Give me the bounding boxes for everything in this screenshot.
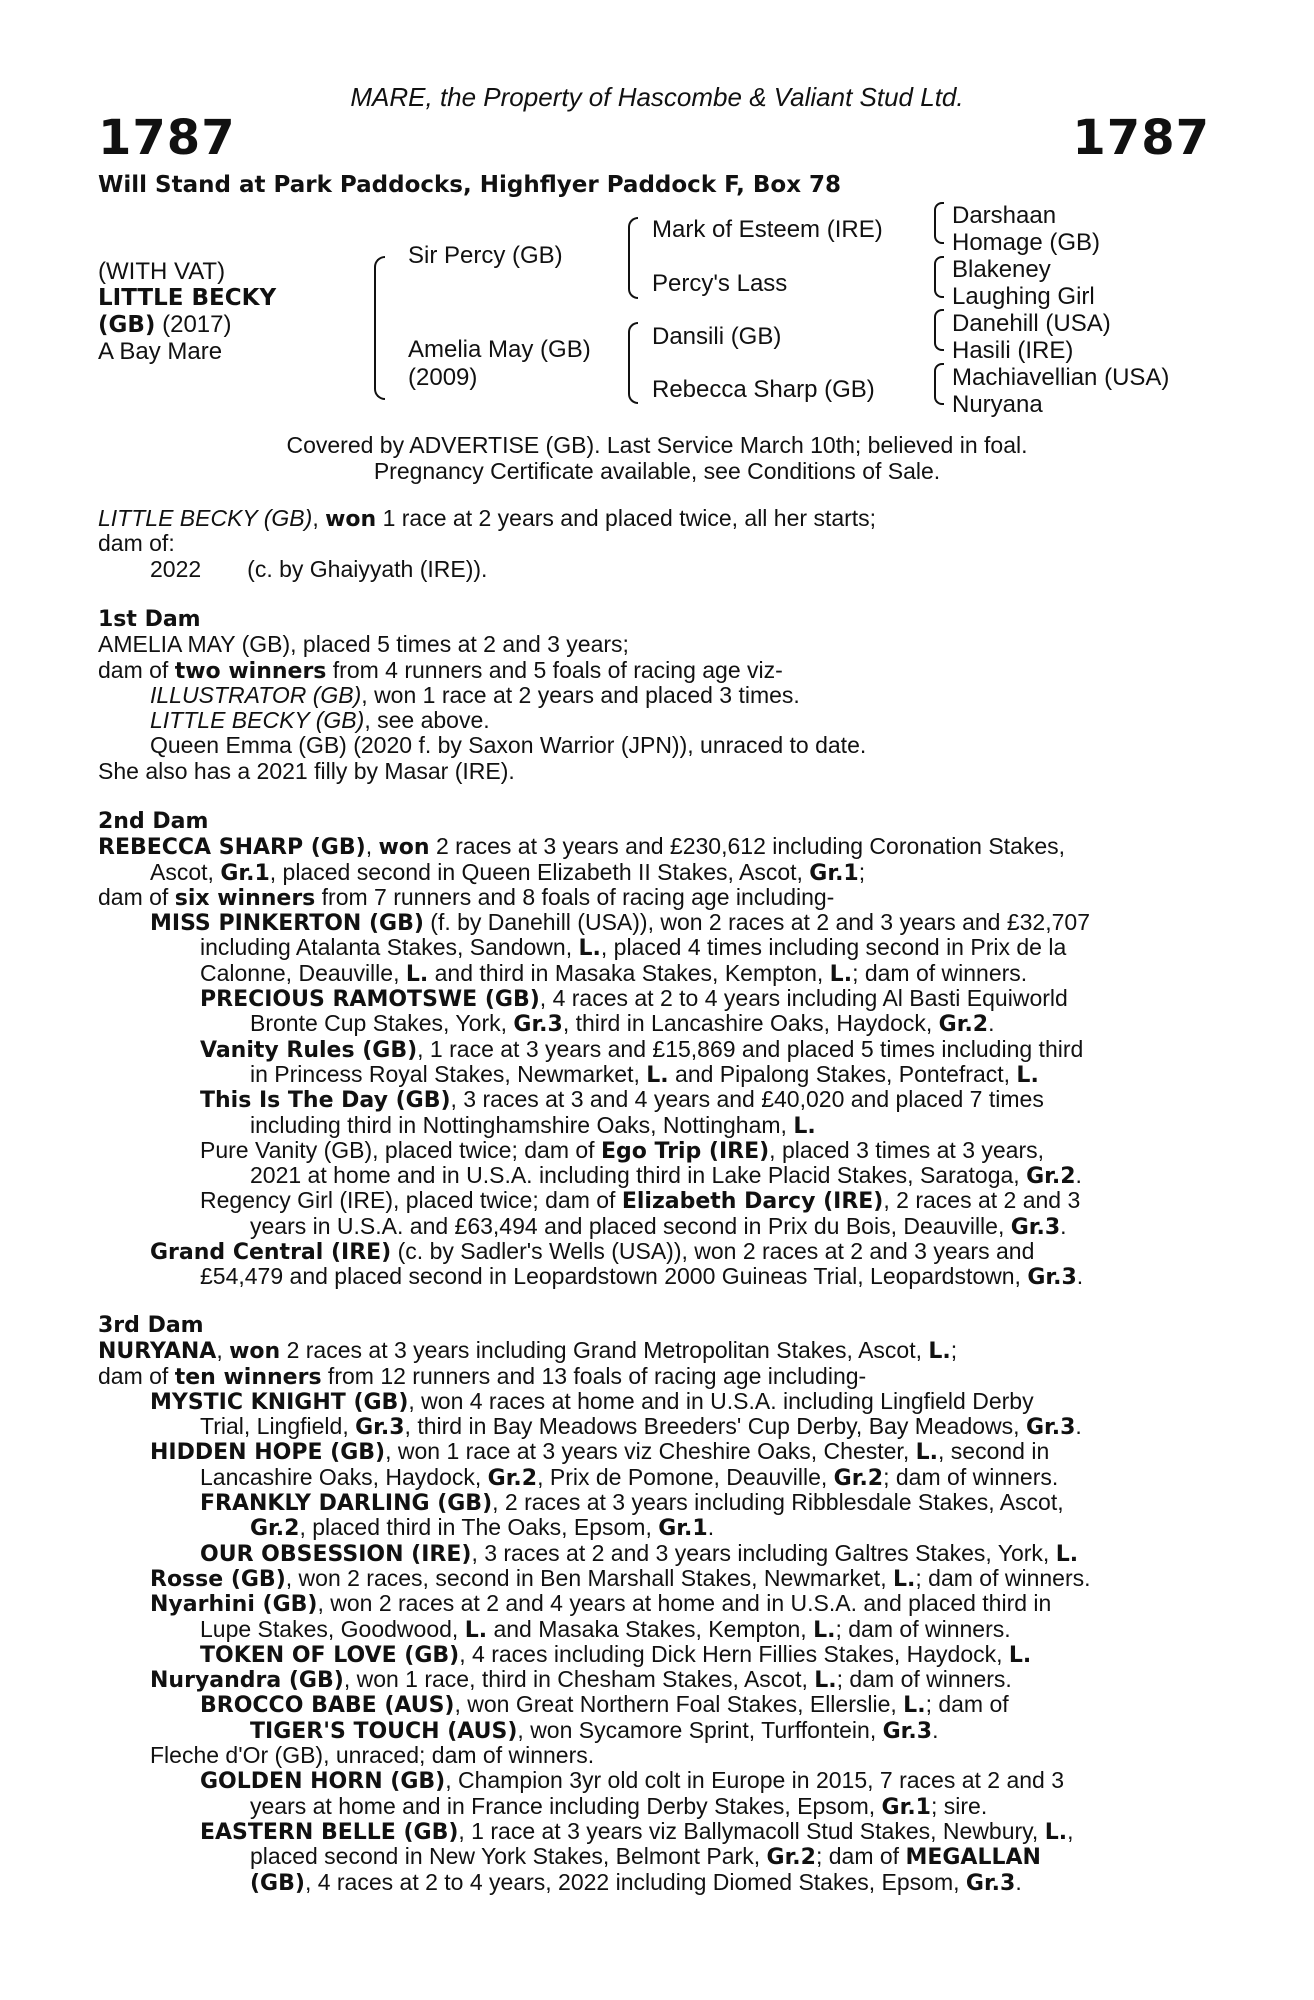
third-dam-line: TIGER'S TOUCH (AUS), won Sycamore Sprint, Turffontein, Gr.3. <box>250 1716 939 1744</box>
third-dam-line: NURYANA, won 2 races at 3 years including Grand Metropolitan Stakes, Ascot, L.; <box>98 1337 958 1365</box>
third-dam-line: years at home and in France including Derby Stakes, Epsom, Gr.1; sire. <box>250 1792 988 1820</box>
pedigree-g3-4: Laughing Girl <box>952 283 1095 310</box>
horse-suffix: (GB) <box>98 312 156 338</box>
second-dam-line: Pure Vanity (GB), placed twice; dam of Ego Trip (IRE), placed 3 times at 3 years, <box>200 1136 1045 1164</box>
second-dam-line: including third in Nottinghamshire Oaks, Nottingham, L. <box>250 1111 816 1139</box>
first-dam-heading: 1st Dam <box>98 607 201 632</box>
second-dam-line: in Princess Royal Stakes, Newmarket, L. and Pipalong Stakes, Pontefract, L. <box>250 1060 1039 1088</box>
third-dam-line: HIDDEN HOPE (GB), won 1 race at 3 years viz Cheshire Oaks, Chester, L., second in <box>150 1438 1050 1466</box>
third-dam-line: (GB), 4 races at 2 to 4 years, 2022 including Diomed Stakes, Epsom, Gr.3. <box>250 1868 1022 1896</box>
third-dam-line: Gr.2, placed third in The Oaks, Epsom, Gr.1. <box>250 1514 715 1542</box>
second-dam-line: PRECIOUS RAMOTSWE (GB), 4 races at 2 to 4 years including Al Basti Equiworld <box>200 985 1068 1013</box>
pedigree-g3-5: Danehill (USA) <box>952 310 1111 337</box>
third-dam-line: Lancashire Oaks, Haydock, Gr.2, Prix de Pomone, Deauville, Gr.2; dam of winners. <box>200 1463 1059 1491</box>
first-dam-section <box>98 607 1198 784</box>
second-dam-line: including Atalanta Stakes, Sandown, L., placed 4 times including second in Prix de la <box>200 934 1067 962</box>
horse-record: LITTLE BECKY (GB), won 1 race at 2 years and placed twice, all her starts; dam of: 2022 (c. by Ghaiyyath (IRE)). <box>98 506 1198 582</box>
second-dam-line: years in U.S.A. and £63,494 and placed second in Prix du Bois, Deauville, Gr.3. <box>250 1212 1067 1240</box>
stand-location: Will Stand at Park Paddocks, Highflyer Paddock F, Box 78 <box>98 172 842 198</box>
covering-note <box>0 432 1314 484</box>
pedigree-brace-dam <box>628 322 638 404</box>
pedigree-g3-3: Blakeney <box>952 256 1051 283</box>
first-dam-line: LITTLE BECKY (GB), see above. <box>150 707 490 734</box>
second-dam-line: Bronte Cup Stakes, York, Gr.3, third in Lancashire Oaks, Haydock, Gr.2. <box>250 1010 995 1038</box>
pedigree-g3-8: Nuryana <box>952 391 1043 418</box>
third-dam-line: GOLDEN HORN (GB), Champion 3yr old colt in Europe in 2015, 7 races at 2 and 3 <box>200 1767 1065 1795</box>
first-dam-line: ILLUSTRATOR (GB), won 1 race at 2 years and placed 3 times. <box>150 681 800 708</box>
second-dam-line: REBECCA SHARP (GB), won 2 races at 3 years and £230,612 including Coronation Stakes, <box>98 833 1066 861</box>
third-dam-section <box>98 1313 1198 1895</box>
produce-year: 2022 <box>150 555 202 582</box>
first-dam-line: AMELIA MAY (GB), placed 5 times at 2 and 3 years; <box>98 631 629 658</box>
second-dam-heading: 2nd Dam <box>98 809 209 834</box>
pedigree-g3-2: Homage (GB) <box>952 229 1101 256</box>
second-dam-line: Vanity Rules (GB), 1 race at 3 years and £15,869 and placed 5 times including third <box>200 1035 1084 1063</box>
first-dam-line: dam of two winners from 4 runners and 5 foals of racing age viz- <box>98 656 783 684</box>
third-dam-line: TOKEN OF LOVE (GB), 4 races including Dick Hern Fillies Stakes, Haydock, L. <box>200 1640 1032 1668</box>
pedigree-dam: Amelia May (GB) <box>408 336 591 363</box>
pedigree-sire-dam-text: Percy's Lass <box>652 270 788 297</box>
third-dam-line: Nyarhini (GB), won 2 races at 2 and 4 years at home and in U.S.A. and placed third in <box>150 1590 1052 1618</box>
pedigree-g3-1: Darshaan <box>952 202 1057 229</box>
pedigree-brace-g3-3 <box>934 309 944 351</box>
horse-description: A Bay Mare <box>98 338 223 365</box>
second-dam-line: dam of six winners from 7 runners and 8 foals of racing age including- <box>98 883 835 911</box>
horse-name: LITTLE BECKY <box>98 285 277 311</box>
second-dam-section <box>98 809 1198 1290</box>
pedigree-brace-sire <box>628 217 638 299</box>
second-dam-line: Grand Central (IRE) (c. by Sadler's Wells (USA)), won 2 races at 2 and 3 years and <box>150 1238 1035 1266</box>
pedigree-sire: Sir Percy (GB) <box>408 242 563 269</box>
third-dam-line: OUR OBSESSION (IRE), 3 races at 2 and 3 years including Galtres Stakes, York, L. <box>200 1539 1079 1567</box>
pedigree-dam-year: (2009) <box>408 364 478 391</box>
third-dam-line: Trial, Lingfield, Gr.3, third in Bay Meadows Breeders' Cup Derby, Bay Meadows, Gr.3. <box>200 1413 1082 1441</box>
second-dam-line: This Is The Day (GB), 3 races at 3 and 4 years and £40,020 and placed 7 times <box>200 1086 1044 1114</box>
intro-won: won <box>325 507 377 532</box>
pedigree-g3-7: Machiavellian (USA) <box>952 364 1170 391</box>
pedigree-brace-g3-2 <box>934 256 944 298</box>
owner-line: MARE, the Property of Hascombe & Valiant Stud Ltd. <box>350 82 964 112</box>
intro-name: LITTLE BECKY (GB) <box>98 505 313 531</box>
second-dam-line: £54,479 and placed second in Leopardstown 2000 Guineas Trial, Leopardstown, Gr.3. <box>200 1263 1084 1291</box>
pedigree-dam-dam: Rebecca Sharp (GB) <box>652 376 875 403</box>
third-dam-line: Rosse (GB), won 2 races, second in Ben Marshall Stakes, Newmarket, L.; dam of winners. <box>150 1564 1091 1592</box>
intro-text: 1 race at 2 years and placed twice, all her starts; <box>376 505 877 531</box>
second-dam-line: Calonne, Deauville, L. and third in Masaka Stakes, Kempton, L.; dam of winners. <box>200 959 1028 987</box>
intro-dam-of: dam of: <box>98 530 175 557</box>
third-dam-line: BROCCO BABE (AUS), won Great Northern Foal Stakes, Ellerslie, L.; dam of <box>200 1691 1009 1719</box>
second-dam-line: MISS PINKERTON (GB) (f. by Danehill (USA)), won 2 races at 2 and 3 years and £32,707 <box>150 909 1090 937</box>
third-dam-line: FRANKLY DARLING (GB), 2 races at 3 years including Ribblesdale Stakes, Ascot, <box>200 1489 1064 1517</box>
third-dam-line: Lupe Stakes, Goodwood, L. and Masaka Stakes, Kempton, L.; dam of winners. <box>200 1615 1011 1643</box>
third-dam-line: placed second in New York Stakes, Belmont Park, Gr.2; dam of MEGALLAN <box>250 1843 1041 1871</box>
horse-year: (2017) <box>155 311 232 338</box>
third-dam-heading: 3rd Dam <box>98 1313 204 1338</box>
lot-number-right: 1787 <box>1072 110 1210 166</box>
third-dam-line: EASTERN BELLE (GB), 1 race at 3 years viz Ballymacoll Stud Stakes, Newbury, L., <box>200 1817 1074 1845</box>
covered-line-1: Covered by ADVERTISE (GB). Last Service March 10th; believed in foal. <box>286 432 1028 458</box>
second-dam-line: 2021 at home and in U.S.A. including third in Lake Placid Stakes, Saratoga, Gr.2. <box>250 1162 1082 1190</box>
covered-line-2: Pregnancy Certificate available, see Conditions of Sale. <box>373 458 941 484</box>
first-dam-line: Queen Emma (GB) (2020 f. by Saxon Warrior (JPN)), unraced to date. <box>150 732 867 759</box>
pedigree-g3-6: Hasili (IRE) <box>952 337 1074 364</box>
second-dam-line: Regency Girl (IRE), placed twice; dam of Elizabeth Darcy (IRE), 2 races at 2 and 3 <box>200 1187 1081 1215</box>
horse-name-suffix-year <box>98 311 231 339</box>
vat-label: (WITH VAT) <box>98 258 226 285</box>
pedigree-brace-g3-4 <box>934 363 944 405</box>
pedigree-dam-sire: Dansili (GB) <box>652 323 782 350</box>
lot-number-left: 1787 <box>98 110 236 166</box>
pedigree-brace-g3-1 <box>934 202 944 244</box>
third-dam-line: MYSTIC KNIGHT (GB), won 4 races at home and in U.S.A. including Lingfield Derby <box>150 1387 1034 1415</box>
third-dam-line: dam of ten winners from 12 runners and 13 foals of racing age including- <box>98 1362 867 1390</box>
pedigree-brace-gen1 <box>374 256 385 400</box>
second-dam-line: Ascot, Gr.1, placed second in Queen Elizabeth II Stakes, Ascot, Gr.1; <box>150 858 866 886</box>
first-dam-line: She also has a 2021 filly by Masar (IRE). <box>98 757 515 784</box>
pedigree-sire-sire: Mark of Esteem (IRE) <box>652 216 883 243</box>
third-dam-line: Fleche d'Or (GB), unraced; dam of winners. <box>150 1742 595 1769</box>
produce-detail: (c. by Ghaiyyath (IRE)). <box>247 555 488 582</box>
third-dam-line: Nuryandra (GB), won 1 race, third in Chesham Stakes, Ascot, L.; dam of winners. <box>150 1666 1012 1694</box>
